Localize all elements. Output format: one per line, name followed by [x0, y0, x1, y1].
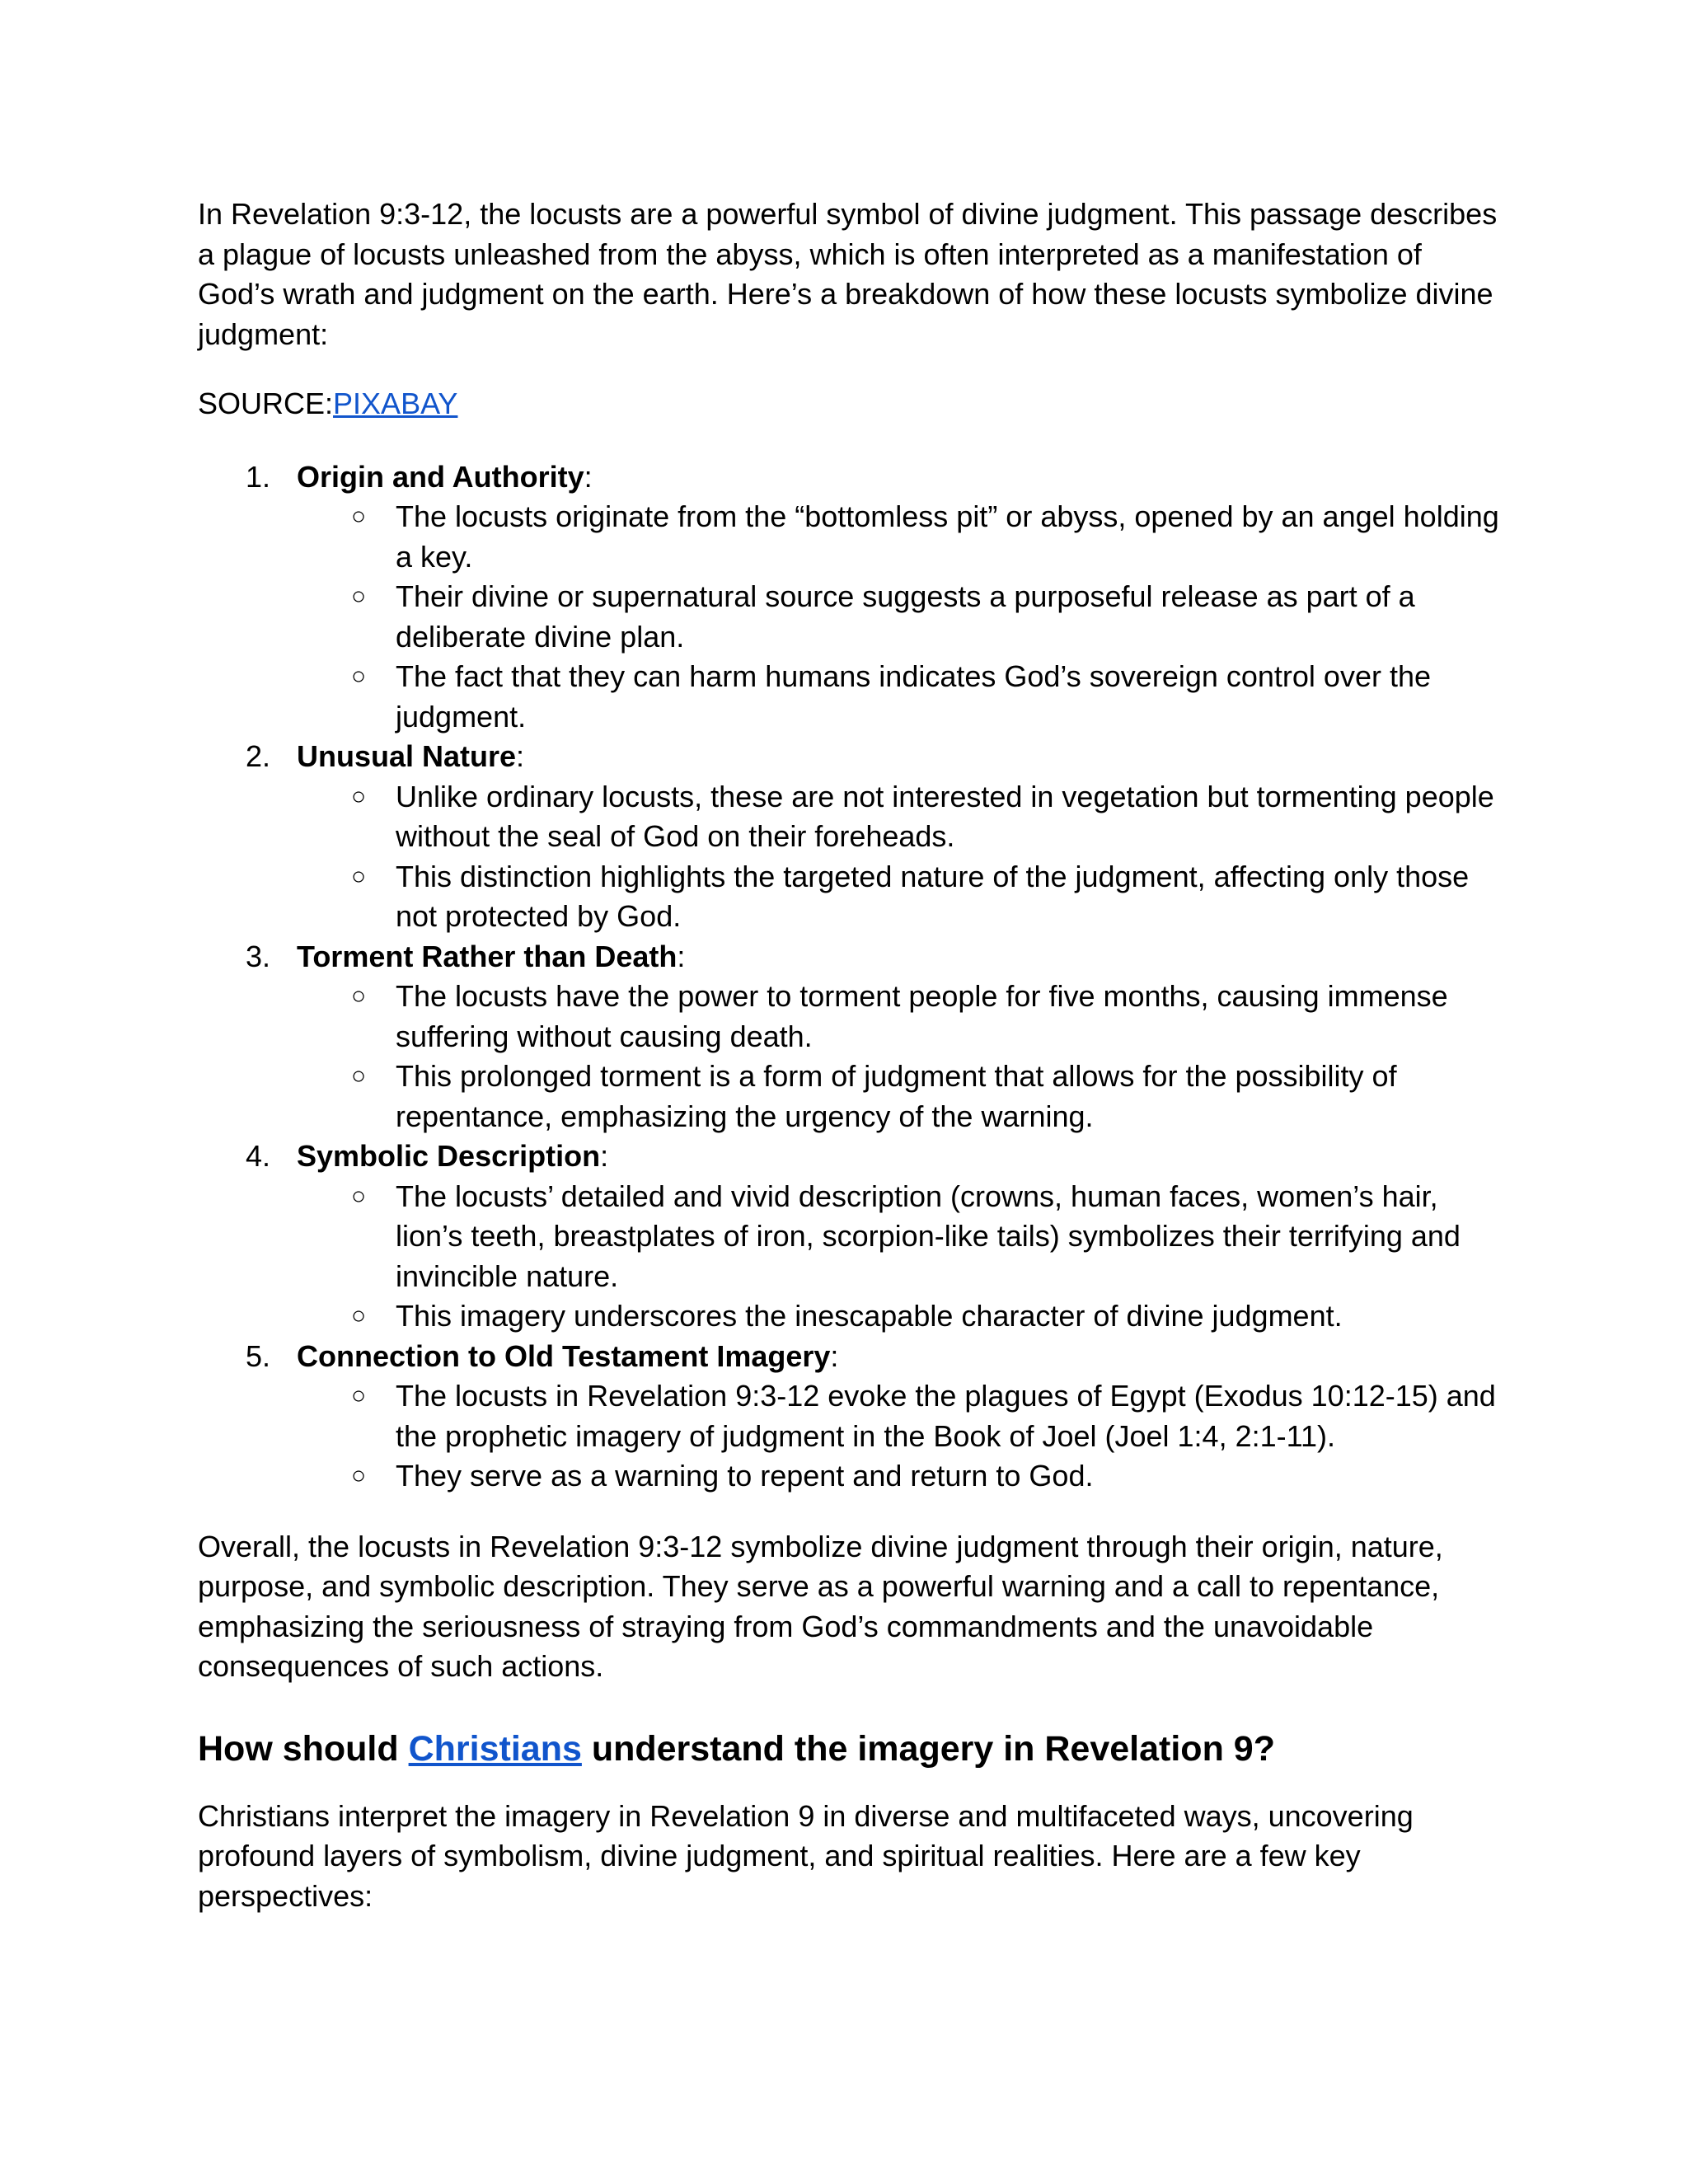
- intro-paragraph: In Revelation 9:3-12, the locusts are a powerful symbol of divine judgment. This passage describes a plague of locusts unleashed from the abyss, which is often interpreted as a manifestation of God’s wrath and judgment on the earth. Here’s a breakdown of how these locusts symbolize divine judgment:: [198, 197, 1498, 351]
- sub-list: [297, 1376, 1500, 1497]
- document-page: [198, 194, 1500, 1916]
- hollow-circle-bullet-icon: ○: [351, 1462, 367, 1489]
- hollow-circle-bullet-icon: ○: [351, 982, 367, 1010]
- point-heading: [297, 1337, 1500, 1377]
- point-heading: [297, 937, 1500, 977]
- sub-list: [297, 497, 1500, 737]
- point-title: Torment Rather than Death: [297, 939, 678, 973]
- closing-paragraph: Christians interpret the imagery in Revelation 9 in diverse and multifaceted ways, uncovering profound layers of symbolism, divine judgment, and spiritual realities. Here are a few key perspectives:: [198, 1798, 1414, 1913]
- sub-list-item: [297, 497, 1500, 577]
- section-heading: [198, 1726, 1500, 1772]
- hollow-circle-bullet-icon: ○: [351, 1182, 367, 1210]
- sub-list: [297, 977, 1500, 1137]
- hollow-circle-bullet-icon: ○: [351, 1382, 367, 1409]
- sub-item-text: They serve as a warning to repent and return to God.: [396, 1459, 1094, 1493]
- point-title-colon: :: [600, 1139, 609, 1173]
- sub-list-item: [297, 1456, 1500, 1497]
- sub-list: [297, 777, 1500, 937]
- point-title-colon: :: [584, 459, 593, 494]
- sub-item-text: Their divine or supernatural source suggests a purposeful release as part of a deliberate divine plan.: [396, 579, 1415, 654]
- point-title: Unusual Nature: [297, 739, 517, 773]
- sub-item-text: The fact that they can harm humans indicates God’s sovereign control over the judgment.: [396, 659, 1432, 733]
- hollow-circle-bullet-icon: ○: [351, 663, 367, 690]
- sub-list-item: [297, 1376, 1500, 1456]
- hollow-circle-bullet-icon: ○: [351, 1302, 367, 1329]
- hollow-circle-bullet-icon: ○: [351, 503, 367, 530]
- point-heading: [297, 1137, 1500, 1177]
- point-title: Origin and Authority: [297, 459, 584, 494]
- sub-item-text: This prolonged torment is a form of judgment that allows for the possibility of repentance, emphasizing the urgency of the warning.: [396, 1059, 1397, 1133]
- numbered-list: [198, 457, 1500, 1497]
- source-link[interactable]: PIXABAY: [333, 387, 458, 420]
- sub-list-item: [297, 977, 1500, 1057]
- point-heading: [297, 457, 1500, 498]
- sub-list-item: [297, 857, 1500, 937]
- hollow-circle-bullet-icon: ○: [351, 583, 367, 610]
- list-number: 4.: [246, 1139, 271, 1173]
- sub-list-item: [297, 777, 1500, 857]
- list-number: 5.: [246, 1338, 271, 1373]
- sub-list-item: [297, 1057, 1500, 1137]
- sub-item-text: The locusts in Revelation 9:3-12 evoke the plagues of Egypt (Exodus 10:12-15) and the prophetic imagery of judgment in the Book of Joel (Joel 1:4, 2:1-11).: [396, 1379, 1496, 1453]
- sub-list: [297, 1177, 1500, 1337]
- sub-item-text: Unlike ordinary locusts, these are not interested in vegetation but tormenting people without the seal of God on their foreheads.: [396, 779, 1494, 853]
- list-number: 3.: [246, 939, 271, 973]
- point-heading: [297, 737, 1500, 777]
- sub-list-item: [297, 577, 1500, 657]
- sub-list-item: [297, 1296, 1500, 1337]
- hollow-circle-bullet-icon: ○: [351, 782, 367, 810]
- sub-item-text: The locusts originate from the “bottomless pit” or abyss, opened by an angel holding a key.: [396, 499, 1499, 574]
- sub-list-item: [297, 1177, 1500, 1297]
- list-item: [198, 457, 1500, 738]
- source-line: [198, 384, 1500, 424]
- sub-item-text: This imagery underscores the inescapable character of divine judgment.: [396, 1299, 1343, 1333]
- list-item: [198, 1137, 1500, 1337]
- list-number: 1.: [246, 459, 271, 494]
- list-item: [198, 737, 1500, 937]
- hollow-circle-bullet-icon: ○: [351, 1062, 367, 1090]
- point-title-colon: :: [830, 1338, 839, 1373]
- sub-list-item: [297, 657, 1500, 737]
- source-label: SOURCE:: [198, 387, 334, 420]
- hollow-circle-bullet-icon: ○: [351, 862, 367, 890]
- heading-text-before: How should: [198, 1728, 409, 1769]
- point-title-colon: :: [516, 739, 525, 773]
- list-item: [198, 937, 1500, 1137]
- point-title: Connection to Old Testament Imagery: [297, 1338, 831, 1373]
- sub-item-text: The locusts’ detailed and vivid description (crowns, human faces, women’s hair, lion’s teeth, breastplates of iron, scorpion-like tails) symbolizes their terrifying and invincible nature.: [396, 1179, 1461, 1293]
- point-title-colon: :: [677, 939, 686, 973]
- list-item: [198, 1337, 1500, 1497]
- sub-item-text: This distinction highlights the targeted nature of the judgment, affecting only those not protected by God.: [396, 859, 1470, 933]
- summary-paragraph: Overall, the locusts in Revelation 9:3-12 symbolize divine judgment through their origin, nature, purpose, and symbolic description. They serve as a powerful warning and a call to repentance, emphasizing the seriousness of straying from God’s commandments and the unavoidable consequences of such actions.: [198, 1529, 1443, 1683]
- point-title: Symbolic Description: [297, 1139, 601, 1173]
- list-number: 2.: [246, 739, 271, 773]
- sub-item-text: The locusts have the power to torment people for five months, causing immense suffering without causing death.: [396, 979, 1448, 1053]
- christians-link[interactable]: Christians: [408, 1728, 582, 1769]
- heading-text-after: understand the imagery in Revelation 9?: [581, 1728, 1275, 1769]
